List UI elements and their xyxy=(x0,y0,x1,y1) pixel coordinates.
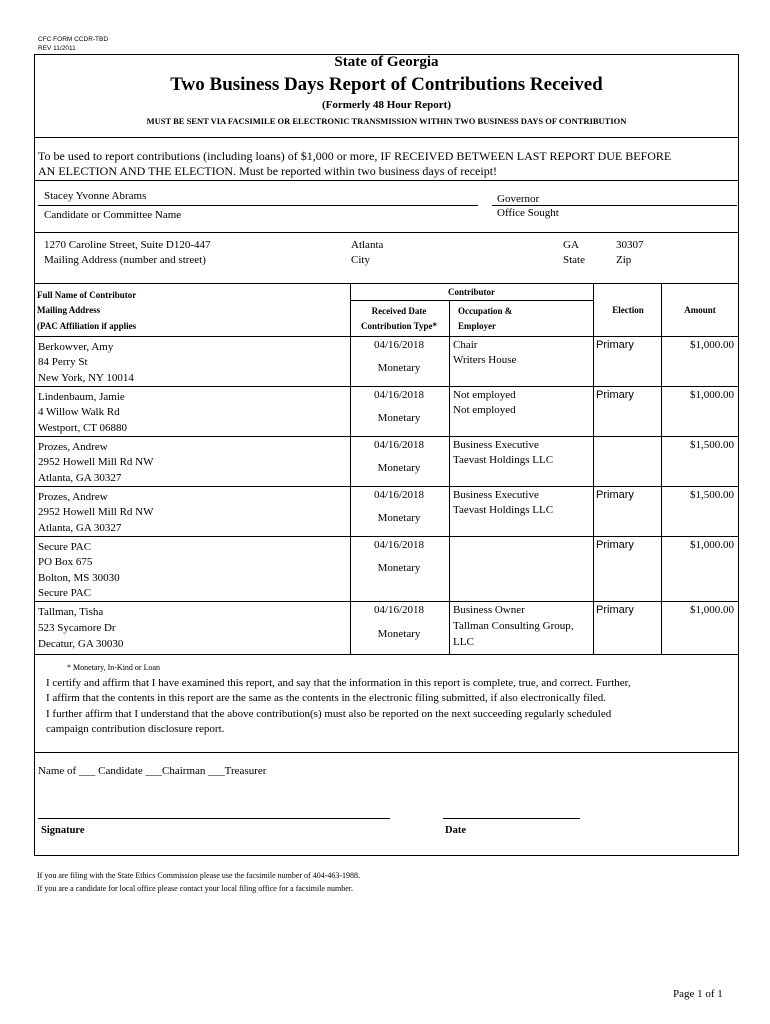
certify-line-3: I further affirm that I understand that the above contribution(s) must also be reported on the next succeeding regularly scheduled xyxy=(46,708,612,720)
signature-line xyxy=(38,818,390,819)
notice: MUST BE SENT VIA FACSIMILE OR ELECTRONIC TRANSMISSION WITHIN TWO BUSINESS DAYS OF CONTRIBUTION xyxy=(146,116,627,126)
header-full-name: Full Name of Contributor xyxy=(37,290,137,300)
row-1-occupation: Chair xyxy=(453,339,478,351)
row-6-employer-cont: LLC xyxy=(453,636,474,648)
row-6-street: 523 Sycamore Dr xyxy=(38,622,116,634)
row-1-employer: Writers House xyxy=(453,354,517,366)
city: Atlanta xyxy=(351,239,384,251)
row-5-name: Secure PAC xyxy=(38,541,92,553)
row-5-city: Bolton, MS 30030 xyxy=(38,572,120,584)
row-1-name: Berkowver, Amy xyxy=(38,341,114,353)
row-2-occupation: Not employed xyxy=(453,389,516,401)
header-occupation: Occupation & xyxy=(458,306,513,316)
instructions-line-2: AN ELECTION AND THE ELECTION. Must be reported within two business days of receipt! xyxy=(38,164,498,178)
row-3-name: Prozes, Andrew xyxy=(38,441,108,453)
certify-line-2: I affirm that the contents in this report are the same as the contents in the electronic filing submitted, if also electronically filed. xyxy=(46,692,607,704)
row-5-street: PO Box 675 xyxy=(38,556,93,568)
row-2-employer: Not employed xyxy=(453,404,516,416)
certify-line-1: I certify and affirm that I have examined this report, and say that the information in this report is complete, true, and correct. Further, xyxy=(46,677,631,689)
zip-label: Zip xyxy=(616,254,632,266)
row-2-city: Westport, CT 06880 xyxy=(38,422,128,434)
subtitle: (Formerly 48 Hour Report) xyxy=(321,99,451,111)
header-employer: Employer xyxy=(458,321,496,331)
fax-note-1: If you are filing with the State Ethics Commission please use the facsimile number of 404-463-1988. xyxy=(37,871,361,880)
row-4-street: 2952 Howell Mill Rd NW xyxy=(38,506,154,518)
row-2-street: 4 Willow Walk Rd xyxy=(38,406,120,418)
candidate-name: Stacey Yvonne Abrams xyxy=(44,190,147,202)
row-1-amount: $1,000.00 xyxy=(690,339,734,351)
header-pac: (PAC Affiliation if applies xyxy=(37,321,137,331)
row-4-name: Prozes, Andrew xyxy=(38,491,108,503)
form-code: CFC FORM CCDR-TBD xyxy=(38,36,109,43)
row-3-amount: $1,500.00 xyxy=(690,439,734,451)
row-6-type: Monetary xyxy=(377,628,421,640)
signer-role: Name of ___ Candidate ___Chairman ___Treasurer xyxy=(38,765,267,777)
office-sought: Governor xyxy=(497,193,540,205)
row-3-type: Monetary xyxy=(377,462,421,474)
state-label: State xyxy=(563,254,585,266)
city-label: City xyxy=(351,254,370,266)
row-5-amount: $1,000.00 xyxy=(690,539,734,551)
row-5-type: Monetary xyxy=(377,562,421,574)
certify-line-4: campaign contribution disclosure report. xyxy=(46,723,225,735)
date-label: Date xyxy=(445,825,466,836)
row-3-employer: Taevast Holdings LLC xyxy=(453,454,554,466)
instructions-line-1: To be used to report contributions (including loans) of $1,000 or more, IF RECEIVED BETWEEN LAST REPORT DUE BEFORE xyxy=(38,149,672,163)
row-1-date: 04/16/2018 xyxy=(373,339,425,351)
page-number: Page 1 of 1 xyxy=(673,988,723,1000)
header-amount: Amount xyxy=(684,305,716,315)
zip: 30307 xyxy=(616,239,644,251)
row-1-street: 84 Perry St xyxy=(38,356,88,368)
row-2-name: Lindenbaum, Jamie xyxy=(38,391,125,403)
row-2-amount: $1,000.00 xyxy=(690,389,734,401)
row-3-occupation: Business Executive xyxy=(453,439,539,451)
row-6-election: Primary xyxy=(596,604,634,616)
row-2-date: 04/16/2018 xyxy=(373,389,425,401)
footnote: * Monetary, In-Kind or Loan xyxy=(67,663,161,672)
row-6-employer: Tallman Consulting Group, xyxy=(453,620,574,632)
candidate-name-label: Candidate or Committee Name xyxy=(44,209,182,221)
date-line xyxy=(443,818,580,819)
row-6-date: 04/16/2018 xyxy=(373,604,425,616)
office-sought-label: Office Sought xyxy=(497,207,559,219)
mailing-address-label: Mailing Address (number and street) xyxy=(44,254,206,266)
row-4-employer: Taevast Holdings LLC xyxy=(453,504,554,516)
row-6-name: Tallman, Tisha xyxy=(38,606,104,618)
row-5-date: 04/16/2018 xyxy=(373,539,425,551)
row-3-street: 2952 Howell Mill Rd NW xyxy=(38,456,154,468)
row-4-city: Atlanta, GA 30327 xyxy=(38,522,122,534)
row-4-occupation: Business Executive xyxy=(453,489,539,501)
row-6-occupation: Business Owner xyxy=(453,604,525,616)
header-election: Election xyxy=(612,305,644,315)
page-title: Two Business Days Report of Contributions Received xyxy=(170,74,603,95)
signature-label: Signature xyxy=(41,825,85,836)
row-1-election: Primary xyxy=(596,339,634,351)
row-4-election: Primary xyxy=(596,489,634,501)
row-2-type: Monetary xyxy=(377,412,421,424)
mailing-address: 1270 Caroline Street, Suite D120-447 xyxy=(44,239,211,251)
row-4-type: Monetary xyxy=(377,512,421,524)
row-4-date: 04/16/2018 xyxy=(373,489,425,501)
header-received-date: Received Date xyxy=(371,306,427,316)
row-1-type: Monetary xyxy=(377,362,421,374)
fax-note-2: If you are a candidate for local office please contact your local filing office for a facsimile number. xyxy=(37,884,354,893)
row-6-city: Decatur, GA 30030 xyxy=(38,638,124,650)
row-1-city: New York, NY 10014 xyxy=(38,372,134,384)
header-mailing: Mailing Address xyxy=(37,305,101,315)
row-4-amount: $1,500.00 xyxy=(690,489,734,501)
row-3-date: 04/16/2018 xyxy=(373,439,425,451)
form-revision: REV 11/2011 xyxy=(38,45,76,52)
row-5-election: Primary xyxy=(596,539,634,551)
header-contributor: Contributor xyxy=(448,287,495,297)
row-3-city: Atlanta, GA 30327 xyxy=(38,472,122,484)
header-contribution-type: Contribution Type* xyxy=(361,321,437,331)
state-title: State of Georgia xyxy=(334,54,439,70)
row-2-election: Primary xyxy=(596,389,634,401)
row-5-pac-affiliation: Secure PAC xyxy=(38,587,92,599)
state: GA xyxy=(563,239,579,251)
row-6-amount: $1,000.00 xyxy=(690,604,734,616)
